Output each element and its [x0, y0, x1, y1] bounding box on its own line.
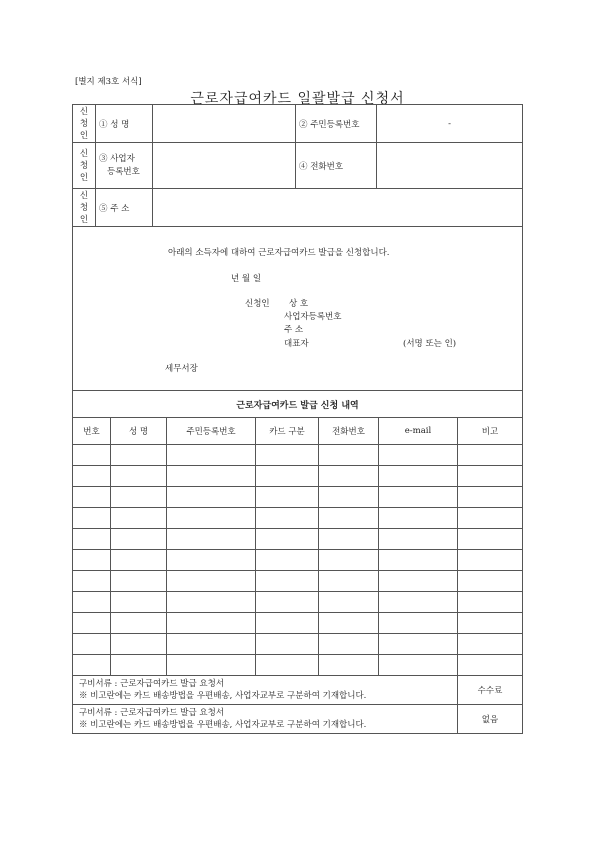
representative-label: 대표자	[284, 339, 309, 349]
cell-rrn[interactable]	[167, 571, 256, 592]
cell-no[interactable]	[73, 466, 111, 487]
cell-remarks[interactable]	[458, 529, 523, 550]
cell-remarks[interactable]	[458, 445, 523, 466]
cell-rrn[interactable]	[167, 634, 256, 655]
name-label: ① 성 명	[96, 105, 153, 143]
cell-email[interactable]	[379, 508, 458, 529]
table-row	[73, 571, 523, 592]
cell-card-type[interactable]	[256, 571, 319, 592]
table-row	[73, 445, 523, 466]
cell-card-type[interactable]	[256, 550, 319, 571]
bizno-label: ③ 사업자 등록번호	[96, 143, 153, 189]
table-row	[73, 508, 523, 529]
trade-name-label: 상 호	[289, 299, 309, 309]
table-row	[73, 550, 523, 571]
cell-no[interactable]	[73, 550, 111, 571]
addressee: 세무서장	[165, 364, 198, 374]
cell-card-type[interactable]	[256, 445, 319, 466]
cell-card-type[interactable]	[256, 613, 319, 634]
table-row	[73, 529, 523, 550]
cell-card-type[interactable]	[256, 634, 319, 655]
applicant-row-bizno	[73, 143, 523, 189]
cell-rrn[interactable]	[167, 655, 256, 676]
cell-rrn[interactable]	[167, 550, 256, 571]
phone-label: ④ 전화번호	[296, 143, 377, 189]
cell-remarks[interactable]	[458, 655, 523, 676]
signature-field[interactable]: (서명 또는 인)	[403, 339, 457, 349]
cell-name[interactable]	[111, 508, 167, 529]
cell-phone[interactable]	[319, 571, 379, 592]
cell-name[interactable]	[111, 592, 167, 613]
fee-value: 없음	[458, 705, 523, 734]
cell-remarks[interactable]	[458, 508, 523, 529]
address-sign-label: 주 소	[284, 325, 304, 335]
header-remarks: 비고	[458, 418, 523, 445]
table-row	[73, 634, 523, 655]
cell-remarks[interactable]	[458, 487, 523, 508]
cell-no[interactable]	[73, 634, 111, 655]
applicant-row-address	[73, 189, 523, 227]
card-request-table	[72, 390, 523, 676]
table-row	[73, 466, 523, 487]
cell-phone[interactable]	[319, 445, 379, 466]
rrn-field[interactable]: -	[377, 105, 523, 143]
address-field[interactable]	[153, 189, 523, 227]
footer-row	[73, 705, 523, 734]
applicant-side-label: 신 청 인	[73, 189, 96, 227]
cell-rrn[interactable]	[167, 613, 256, 634]
cell-card-type[interactable]	[256, 487, 319, 508]
declaration-box	[73, 227, 523, 391]
cell-remarks[interactable]	[458, 592, 523, 613]
cell-card-type[interactable]	[256, 529, 319, 550]
cell-card-type[interactable]	[256, 592, 319, 613]
declaration-date[interactable]: 년 월 일	[231, 274, 262, 284]
attachment-text: 구비서류 : 근로자급여카드 발급 요청서	[79, 679, 225, 689]
table-row	[73, 487, 523, 508]
cell-no[interactable]	[73, 529, 111, 550]
cell-no[interactable]	[73, 571, 111, 592]
cell-remarks[interactable]	[458, 550, 523, 571]
footer-notes	[73, 676, 458, 705]
fee-label: 수수료	[458, 676, 523, 705]
cell-phone[interactable]	[319, 487, 379, 508]
cell-no[interactable]	[73, 445, 111, 466]
table-header-row	[73, 418, 523, 445]
applicant-table	[72, 104, 523, 391]
cell-no[interactable]	[73, 655, 111, 676]
cell-phone[interactable]	[319, 550, 379, 571]
phone-field[interactable]	[377, 143, 523, 189]
header-card-type: 카드 구분	[256, 418, 319, 445]
cell-phone[interactable]	[319, 529, 379, 550]
cell-email[interactable]	[379, 487, 458, 508]
applicant-side-label: 신 청 인	[73, 143, 96, 189]
cell-remarks[interactable]	[458, 613, 523, 634]
applicant-row-name	[73, 105, 523, 143]
applicant-side-label: 신 청 인	[73, 105, 96, 143]
cell-rrn[interactable]	[167, 592, 256, 613]
cell-phone[interactable]	[319, 466, 379, 487]
cell-email[interactable]	[379, 634, 458, 655]
cell-name[interactable]	[111, 655, 167, 676]
name-field[interactable]	[153, 105, 296, 143]
cell-no[interactable]	[73, 508, 111, 529]
cell-name[interactable]	[111, 445, 167, 466]
cell-remarks[interactable]	[458, 571, 523, 592]
cell-rrn[interactable]	[167, 466, 256, 487]
cell-remarks[interactable]	[458, 634, 523, 655]
cell-email[interactable]	[379, 529, 458, 550]
cell-name[interactable]	[111, 466, 167, 487]
applicant-word: 신청인	[245, 299, 270, 309]
cell-phone[interactable]	[319, 613, 379, 634]
table-row	[73, 613, 523, 634]
cell-no[interactable]	[73, 592, 111, 613]
cell-rrn[interactable]	[167, 445, 256, 466]
footer-notes	[73, 705, 458, 734]
note-text: ※ 비고란에는 카드 배송방법을 우편배송, 사업자교부로 구분하여 기재합니다.	[79, 720, 367, 730]
declaration-statement: 아래의 소득자에 대하여 근로자급여카드 발급을 신청합니다.	[168, 248, 390, 258]
cell-phone[interactable]	[319, 508, 379, 529]
address-label: ⑤ 주 소	[96, 189, 153, 227]
cell-remarks[interactable]	[458, 466, 523, 487]
cell-name[interactable]	[111, 613, 167, 634]
header-name: 성 명	[111, 418, 167, 445]
rrn-label: ② 주민등록번호	[296, 105, 377, 143]
form-title: 근로자급여카드 일괄발급 신청서	[190, 91, 405, 107]
cell-email[interactable]	[379, 571, 458, 592]
cell-name[interactable]	[111, 550, 167, 571]
bizno-field[interactable]	[153, 143, 296, 189]
header-rrn: 주민등록번호	[167, 418, 256, 445]
header-no: 번호	[73, 418, 111, 445]
cell-card-type[interactable]	[256, 655, 319, 676]
cell-name[interactable]	[111, 571, 167, 592]
cell-phone[interactable]	[319, 655, 379, 676]
cell-email[interactable]	[379, 592, 458, 613]
cell-email[interactable]	[379, 613, 458, 634]
cell-email[interactable]	[379, 466, 458, 487]
note-text: ※ 비고란에는 카드 배송방법을 우편배송, 사업자교부로 구분하여 기재합니다.	[79, 691, 367, 701]
application-sheet	[72, 104, 522, 734]
cell-phone[interactable]	[319, 592, 379, 613]
cell-rrn[interactable]	[167, 487, 256, 508]
form-reference: [별지 제3호 서식]	[75, 77, 142, 87]
cell-email[interactable]	[379, 445, 458, 466]
header-email: e-mail	[379, 418, 458, 445]
cell-phone[interactable]	[319, 634, 379, 655]
cell-name[interactable]	[111, 634, 167, 655]
declaration-row	[73, 227, 523, 391]
cell-email[interactable]	[379, 550, 458, 571]
cell-card-type[interactable]	[256, 466, 319, 487]
bizno-sign-label: 사업자등록번호	[284, 312, 342, 322]
cell-email[interactable]	[379, 655, 458, 676]
cell-rrn[interactable]	[167, 529, 256, 550]
cell-rrn[interactable]	[167, 508, 256, 529]
cell-card-type[interactable]	[256, 508, 319, 529]
table-row	[73, 655, 523, 676]
table-row	[73, 592, 523, 613]
cell-no[interactable]	[73, 487, 111, 508]
header-phone: 전화번호	[319, 418, 379, 445]
cell-name[interactable]	[111, 529, 167, 550]
footer-row	[73, 676, 523, 705]
section-title: 근로자급여카드 발급 신청 내역	[73, 391, 523, 418]
cell-no[interactable]	[73, 613, 111, 634]
footer-table	[72, 675, 523, 734]
cell-name[interactable]	[111, 487, 167, 508]
attachment-text: 구비서류 : 근로자급여카드 발급 요청서	[79, 708, 225, 718]
